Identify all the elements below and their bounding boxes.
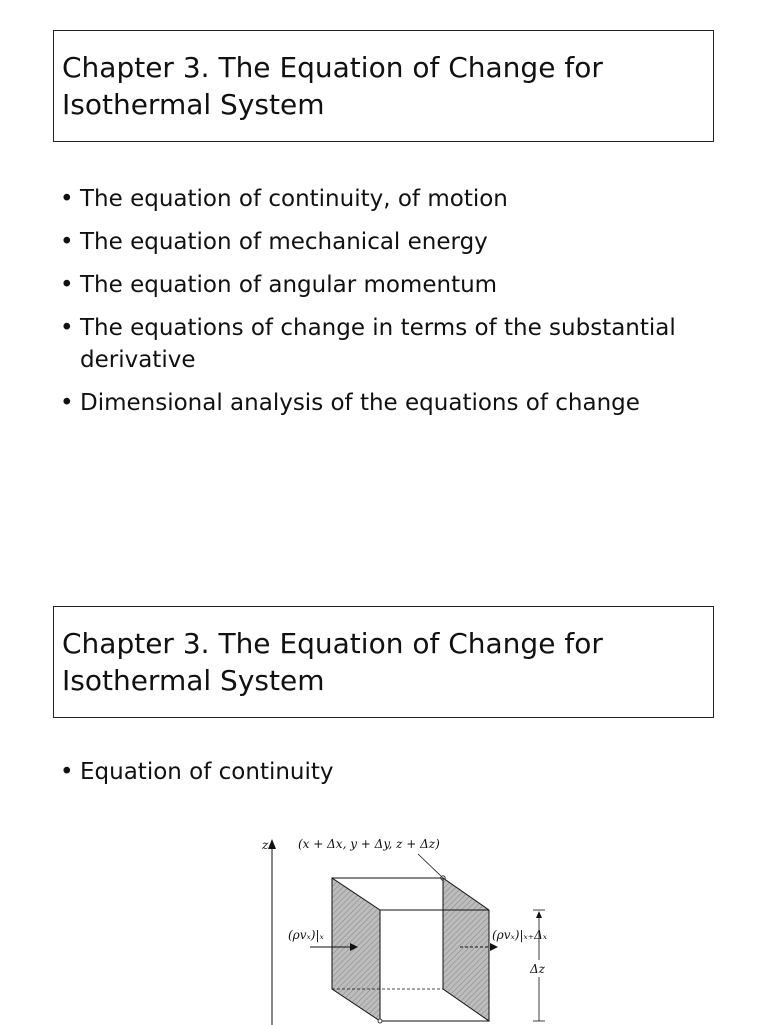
slide-title-line-1: Chapter 3. The Equation of Change for [62,51,603,84]
slide-title-box [53,606,714,718]
bullet-item: • Dimensional analysis of the equations of change [58,387,728,419]
slide-2 [0,575,768,1024]
right-face-shaded [443,878,489,1021]
bullet-item: • The equation of angular momentum [58,269,728,301]
left-flux-label: (ρvₓ)|ₓ [288,928,324,942]
bullet-list [58,756,728,799]
slide-title-line-2: Isothermal System [62,88,325,121]
dz-arrowhead-top [536,911,542,918]
slide-title-line-1: Chapter 3. The Equation of Change for [62,627,603,660]
continuity-control-volume-diagram [150,825,630,1025]
bullet-item: • The equations of change in terms of the substantial derivative [58,312,728,376]
slide-title-box [53,30,714,142]
bullet-item: • The equation of continuity, of motion [58,183,728,215]
corner-leader-line [418,854,442,877]
right-flux-arrowhead [490,943,498,951]
bullet-item: • The equation of mechanical energy [58,226,728,258]
origin-point [378,1019,382,1023]
bullet-item: • Equation of continuity [58,756,728,788]
corner-coordinate-label: (x + Δx, y + Δy, z + Δz) [298,837,440,851]
dz-label: Δz [530,962,545,976]
z-axis-label: z [262,838,269,852]
z-axis-arrowhead [268,839,276,849]
bullet-list [58,183,728,430]
right-flux-label: (ρvₓ)|ₓ₊Δₓ [492,928,548,942]
left-face-shaded [332,878,380,1021]
slide-title-line-2: Isothermal System [62,664,325,697]
